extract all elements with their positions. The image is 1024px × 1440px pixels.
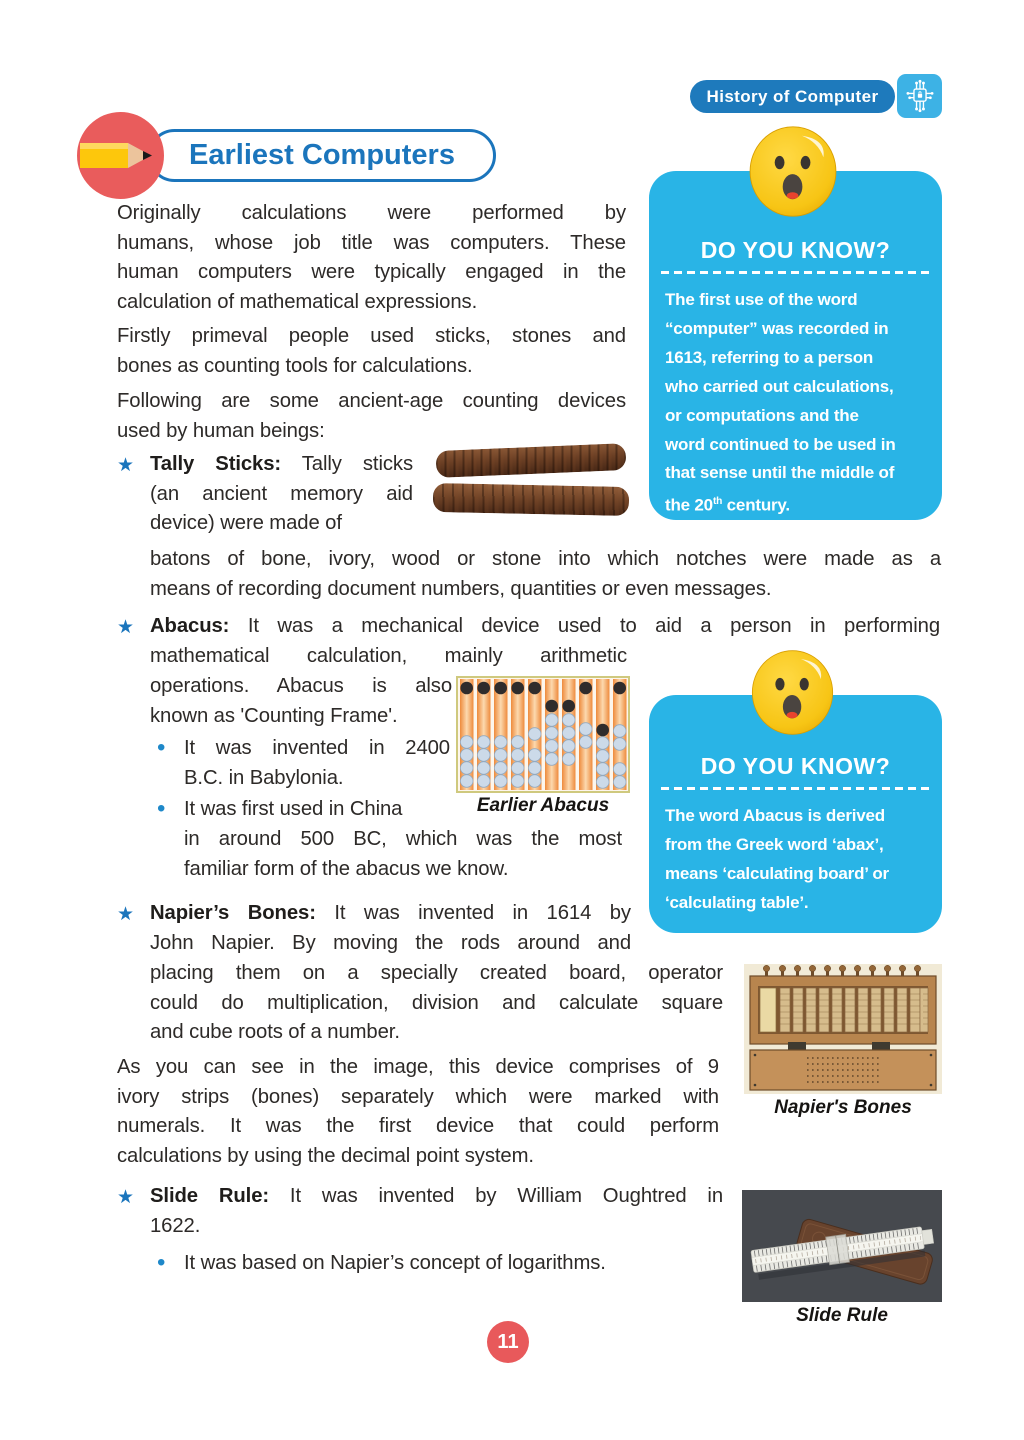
napier-paragraph — [117, 1053, 719, 1171]
text-line: Slide Rule: It was invented by William Oughtred in — [150, 1185, 723, 1207]
pencil-icon — [77, 112, 164, 199]
text-line: or computations and the — [665, 405, 859, 425]
page-number-badge — [487, 1321, 529, 1363]
text-line: Napier’s Bones: It was invented in 1614 by — [150, 902, 631, 924]
term-label: Slide Rule: — [150, 1185, 270, 1207]
abacus-bullet-2-continued — [184, 825, 622, 884]
do-you-know-card-1 — [649, 171, 942, 520]
text-line: humans, whose job title was computers. These — [117, 231, 626, 254]
abacus-illustration — [456, 676, 630, 793]
text-line: The word Abacus is derived — [665, 806, 885, 825]
text-line: who carried out calculations, — [665, 376, 894, 396]
text-line: used by human beings: — [117, 419, 325, 442]
text-line: calculation of mathematical expressions. — [117, 290, 478, 313]
text-line: As you can see in the image, this device comprises of 9 — [117, 1056, 719, 1078]
text-line: placing them on a specially created board, operator — [150, 962, 723, 984]
tally-sticks-text — [150, 450, 413, 539]
text-line: It was first used in China — [184, 798, 403, 820]
text-line: familiar form of the abacus we know. — [184, 857, 509, 880]
surprised-emoji-icon — [748, 125, 838, 223]
term-label: Tally Sticks: — [150, 453, 282, 475]
abacus-bullet-1 — [184, 734, 450, 793]
chapter-badge-label: History of Computer — [706, 86, 879, 106]
text-line: Originally calculations were performed by — [117, 202, 626, 224]
pencil-badge — [77, 112, 164, 199]
term-label: Napier’s Bones: — [150, 902, 316, 924]
text-line: human computers were typically engaged in the — [117, 261, 626, 283]
slide-rule-text — [150, 1182, 723, 1241]
dot-bullet-icon: • — [157, 734, 166, 761]
text-line: 1622. — [150, 1214, 201, 1237]
abacus-bullet-2 — [184, 795, 464, 825]
text-line: Tally Sticks: Tally sticks — [150, 453, 413, 475]
section-title: Earliest Computers — [189, 139, 455, 171]
text-line: The first use of the word — [665, 290, 858, 309]
text-line: could do multiplication, division and calculate square — [150, 991, 723, 1014]
text-line: Abacus: It was a mechanical device used to aid a person in performing — [150, 615, 940, 637]
section-title-pill — [148, 129, 496, 182]
intro-paragraph-1 — [117, 199, 626, 317]
abacus-image — [456, 676, 630, 793]
napiers-bones-image — [744, 964, 942, 1094]
star-bullet-icon: ★ — [117, 1187, 135, 1208]
abacus-text-line2 — [150, 642, 627, 672]
text-line: from the Greek word ‘abax’, — [665, 834, 884, 854]
dyk-body — [649, 790, 942, 918]
text-line: known as 'Counting Frame'. — [150, 704, 398, 727]
circuit-chip-glyph — [901, 77, 939, 115]
slide-rule-image — [742, 1190, 942, 1302]
tally-sticks-image — [428, 443, 634, 523]
text-line: Firstly primeval people used sticks, stones and — [117, 325, 626, 347]
text-line: It was based on Napier’s concept of logarithms. — [184, 1252, 606, 1274]
slide-rule-caption: Slide Rule — [796, 1305, 888, 1326]
text-line: and cube roots of a number. — [150, 1021, 400, 1043]
text-line: It was invented in 2400 — [184, 737, 450, 759]
text-line: B.C. in Babylonia. — [184, 766, 344, 789]
text-line: that sense until the middle of — [665, 463, 895, 483]
text-line: ivory strips (bones) separately which were marked with — [117, 1085, 719, 1108]
text-line: bones as counting tools for calculations. — [117, 354, 473, 377]
text-line: “computer” was recorded in — [665, 318, 889, 338]
text-line: 1613, referring to a person — [665, 347, 874, 367]
intro-paragraph-2 — [117, 322, 626, 381]
text-line: means of recording document numbers, quantities or even messages. — [150, 577, 772, 600]
dot-bullet-icon: • — [157, 1249, 166, 1276]
tally-stick — [436, 443, 627, 478]
star-bullet-icon: ★ — [117, 455, 135, 476]
text-line: operations. Abacus is also — [150, 675, 452, 697]
intro-paragraph-3 — [117, 387, 626, 446]
dyk-title: DO YOU KNOW? — [700, 753, 891, 779]
napiers-bones-illustration — [744, 964, 942, 1094]
text-line: the 20th century. — [665, 496, 790, 515]
dyk-title: DO YOU KNOW? — [700, 237, 891, 263]
text-line: Following are some ancient-age counting devices — [117, 390, 626, 412]
text-line: mathematical calculation, mainly arithmetic — [150, 645, 627, 667]
napier-text-wide — [150, 959, 723, 1048]
surprised-emoji-icon — [750, 649, 835, 741]
text-line: batons of bone, ivory, wood or stone into which notches were made as a — [150, 548, 941, 570]
text-line: ‘calculating table’. — [665, 892, 809, 912]
text-line: calculations by using the decimal point system. — [117, 1144, 534, 1167]
text-line: (an ancient memory aid — [150, 482, 413, 505]
tally-sticks-text-continued — [150, 545, 941, 604]
dot-bullet-icon: • — [157, 795, 166, 822]
text-line: device) were made of — [150, 512, 342, 534]
tally-stick — [433, 483, 630, 516]
text-line: John Napier. By moving the rods around and — [150, 931, 631, 954]
star-bullet-icon: ★ — [117, 904, 135, 925]
abacus-text-line34 — [150, 672, 452, 731]
circuit-chip-icon — [897, 74, 942, 118]
star-bullet-icon: ★ — [117, 617, 135, 638]
text-line: means ‘calculating board’ or — [665, 863, 889, 883]
term-label: Abacus: — [150, 615, 230, 637]
slide-rule-illustration — [742, 1190, 942, 1302]
chapter-badge — [690, 80, 895, 113]
text-line: numerals. It was the first device that could perform — [117, 1115, 719, 1137]
text-line: in around 500 BC, which was the most — [184, 828, 622, 850]
text-line: word continued to be used in — [665, 434, 896, 454]
dyk-body — [649, 274, 942, 520]
slide-rule-bullet — [184, 1249, 684, 1279]
napier-text-narrow — [150, 899, 631, 958]
page-number: 11 — [497, 1330, 519, 1353]
abacus-caption: Earlier Abacus — [476, 795, 610, 816]
napier-caption: Napier's Bones — [774, 1097, 912, 1118]
abacus-text-line1 — [150, 612, 940, 642]
